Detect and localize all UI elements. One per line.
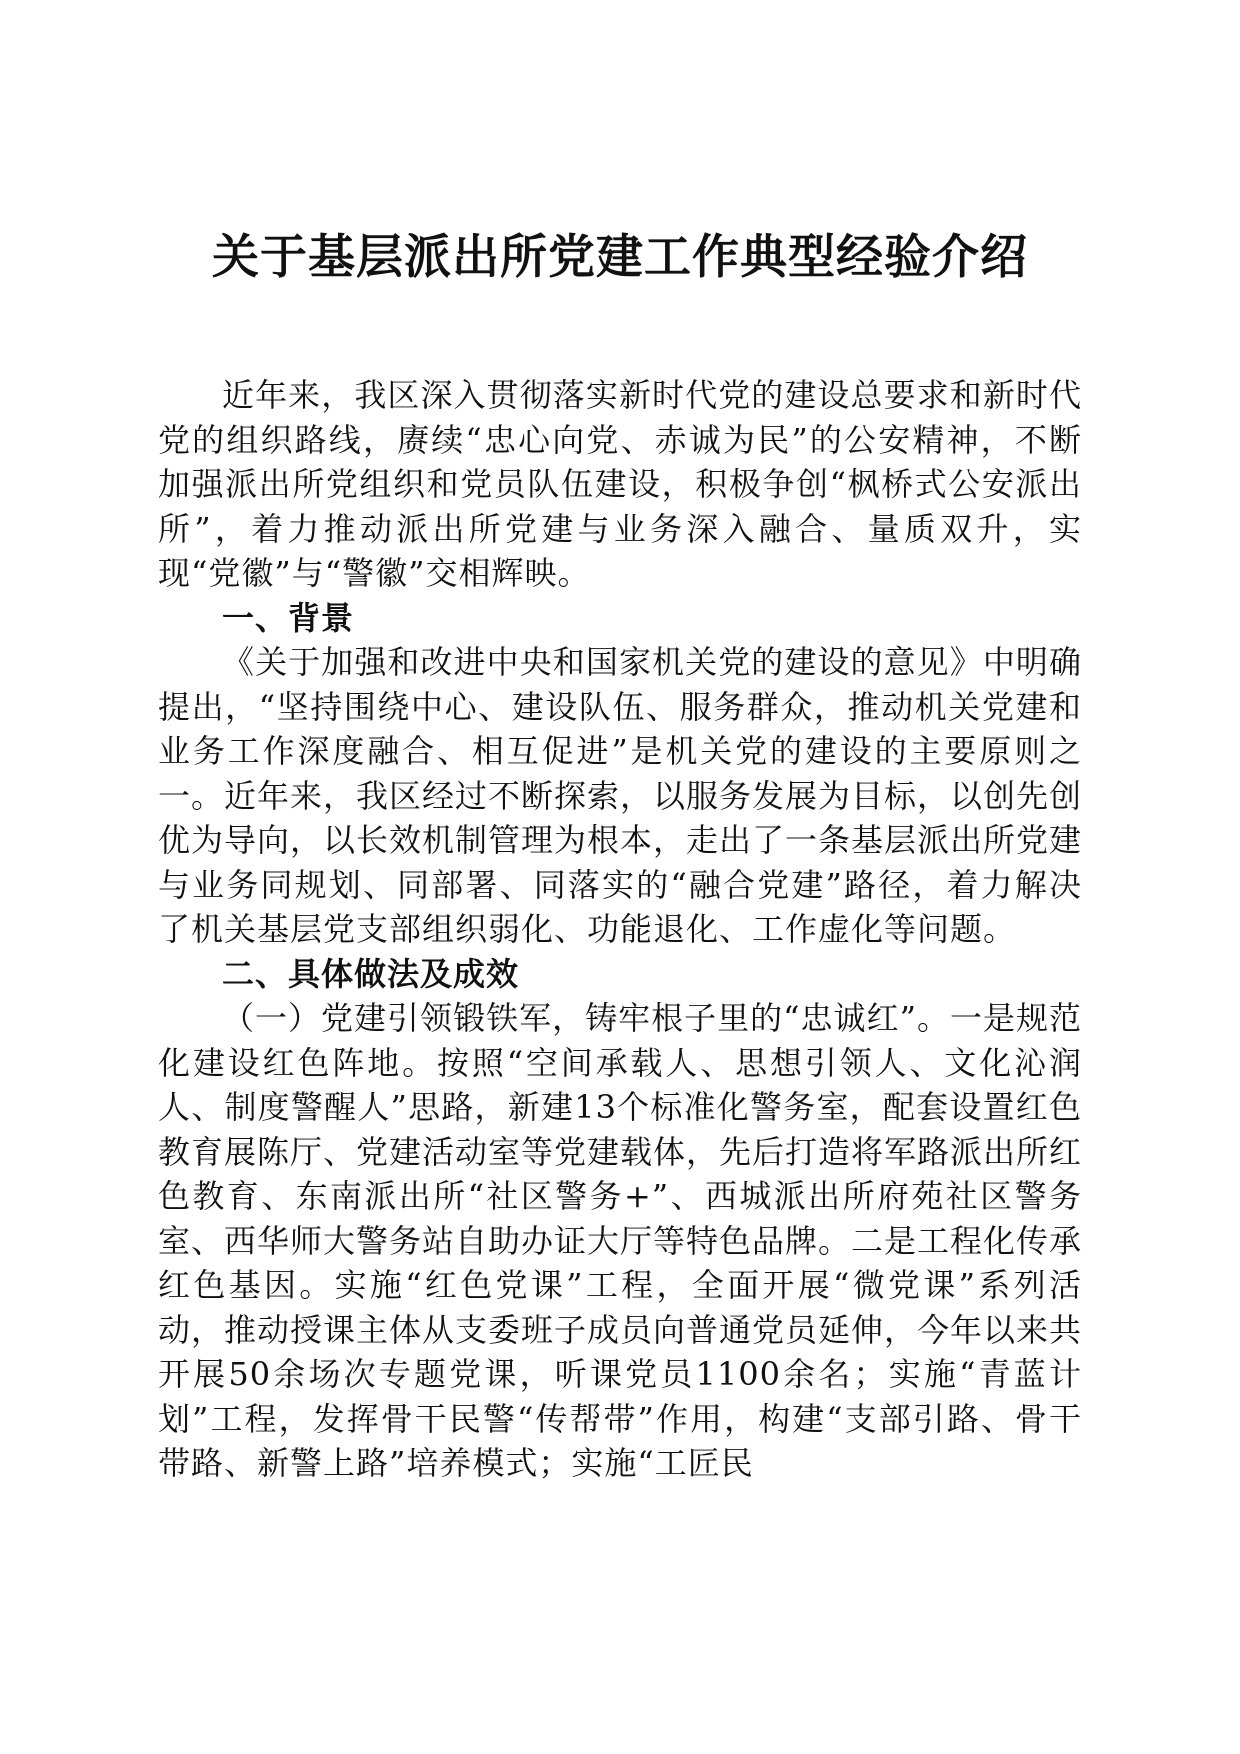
practices-paragraph: （一）党建引领锻铁军，铸牢根子里的“忠诚红”。一是规范化建设红色阵地。按照“空间承载人、思想引领人、文化沁润人、制度警醒人”思路，新建13个标准化警务室，配套设置红色教育展陈厅、党建活动室等党建载体，先后打造将军路派出所红色教育、东南派出所“社区警务+”、西城派出所府苑社区警务室、西华师大警务站自助办证大厅等特色品牌。二是工程化传承红色基因。实施“红色党课”工程，全面开展“微党课”系列活动，推动授课主体从支委班子成员向普通党员延伸，今年以来共开展50余场次专题党课，听课党员1100余名；实施“青蓝计划”工程，发挥骨干民警“传帮带”作用，构建“支部引路、骨干带路、新警上路”培养模式；实施“工匠民 <box>158 999 1083 1482</box>
document-body <box>158 373 1082 1486</box>
section-heading-practices: 二、具体做法及成效 <box>222 954 520 993</box>
section-heading-background: 一、背景 <box>222 598 355 637</box>
intro-paragraph: 近年来，我区深入贯彻落实新时代党的建设总要求和新时代党的组织路线，赓续“忠心向党、赤诚为民”的公安精神，不断加强派出所党组织和党员队伍建设，积极争创“枫桥式公安派出所”，着力推动派出所党建与业务深入融合、量质双升，实现“党徽”与“警徽”交相辉映。 <box>158 376 1082 592</box>
background-paragraph: 《关于加强和改进中央和国家机关党的建设的意见》中明确提出，“坚持围绕中心、建设队伍、服务群众，推动机关党建和业务工作深度融合、相互促进”是机关党的建设的主要原则之一。近年来，我区经过不断探索，以服务发展为目标，以创先创优为导向，以长效机制管理为根本，走出了一条基层派出所党建与业务同规划、同部署、同落实的“融合党建”路径，着力解决了机关基层党支部组织弱化、功能退化、工作虚化等问题。 <box>158 643 1083 948</box>
document-title: 关于基层派出所党建工作典型经验介绍 <box>212 230 1028 285</box>
